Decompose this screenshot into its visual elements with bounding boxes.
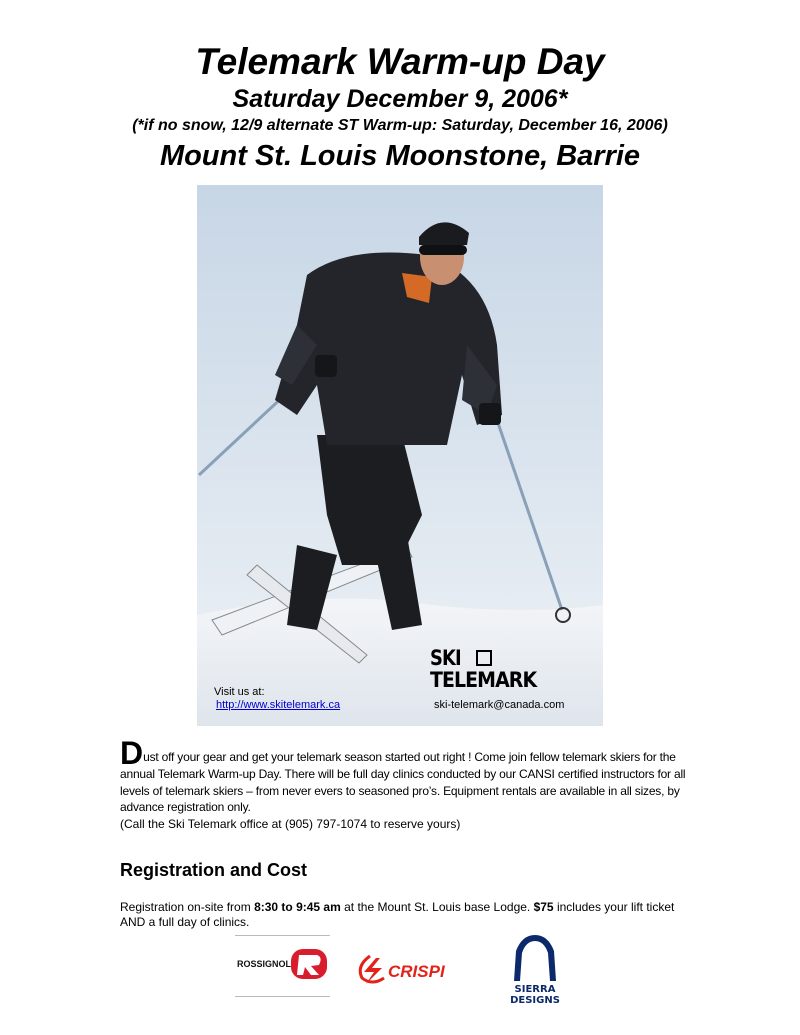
registration-paragraph: Registration on-site from 8:30 to 9:45 am at the Mount St. Louis base Lodge. $75 includes your lift ticket AND a full day of clinics. [120, 900, 675, 929]
registration-time: 8:30 to 9:45 am [254, 900, 341, 914]
alternate-date-note: (*if no snow, 12/9 alternate ST Warm-up: Saturday, December 16, 2006) [132, 117, 668, 134]
svg-text:DESIGNS: DESIGNS [510, 995, 560, 1005]
website-link[interactable]: http://www.skitelemark.ca [216, 699, 341, 711]
intro-paragraph [120, 735, 700, 832]
skier-icon [476, 650, 492, 666]
crispi-logo [352, 950, 464, 990]
intro-text: ust off your gear and get your telemark season started out right ! Come join fellow telemark skiers for the annual Telemark Warm-up Day. There will be full day clinics conducted by our CANSI certified instructors for all levels of telemark skiers – from never evers to seasoned pro’s. Equipment rentals are available in all sizes, by advance registration only. [120, 750, 686, 814]
sierra-designs-logo [508, 933, 562, 1005]
svg-text:CRISPI: CRISPI [388, 962, 445, 981]
drop-cap: D [120, 735, 144, 771]
svg-text:ROSSIGNOL: ROSSIGNOL [237, 959, 292, 969]
event-location: Mount St. Louis Moonstone, Barrie [159, 140, 641, 172]
event-title: Telemark Warm-up Day [195, 41, 605, 82]
registration-heading: Registration and Cost [120, 860, 308, 880]
svg-text:SIERRA: SIERRA [514, 984, 556, 995]
visit-label: Visit us at: [214, 686, 265, 698]
contact-email: ski-telemark@canada.com [434, 699, 565, 711]
intro-call: (Call the Ski Telemark office at (905) 797-1074 to reserve yours) [120, 816, 461, 831]
registration-price: $75 [533, 900, 554, 914]
skier-illustration [197, 185, 603, 726]
skier-photo: SKI TELEMARK Visit us at: http://www.skitelemark.ca ski-telemark@canada.com [197, 185, 603, 726]
event-date: Saturday December 9, 2006* [232, 85, 568, 113]
rossignol-logo [235, 935, 330, 997]
